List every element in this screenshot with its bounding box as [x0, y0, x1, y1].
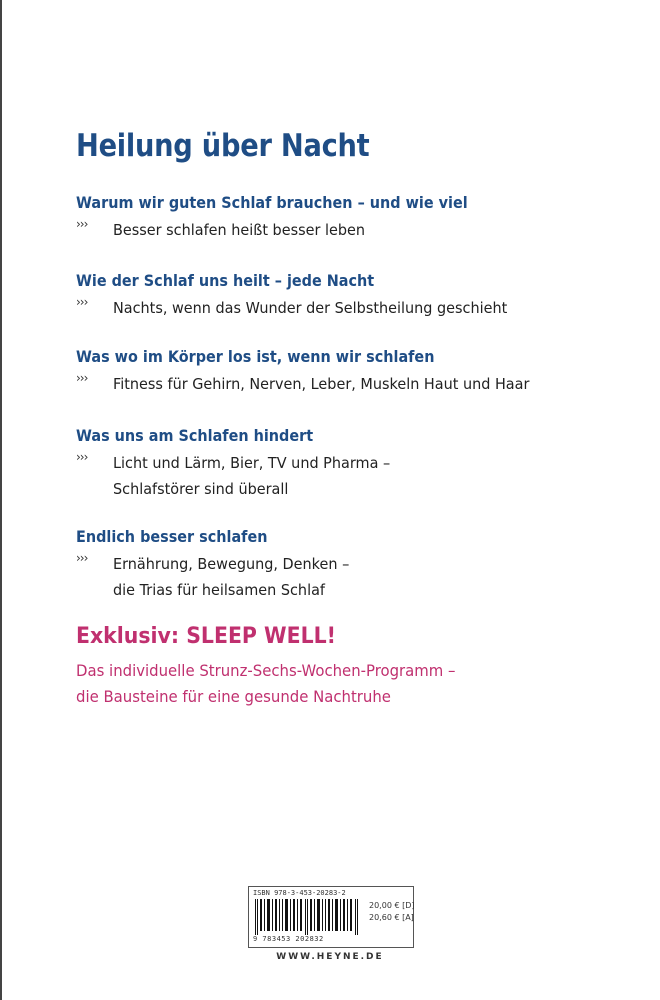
- bullet-icon: ›››: [76, 217, 88, 231]
- promo-text-line: Das individuelle Strunz-Sechs-Wochen-Programm –: [76, 661, 456, 680]
- bullet-icon: ›››: [76, 371, 88, 385]
- chapter-section-1: [76, 193, 636, 243]
- chapter-item: [76, 450, 636, 502]
- chapter-section-2: [76, 271, 636, 321]
- page-edge: [0, 0, 2, 1000]
- promo-title: Exklusiv: SLEEP WELL!: [76, 624, 336, 649]
- chapter-text-line: Nachts, wenn das Wunder der Selbstheilung geschieht: [113, 299, 508, 317]
- isbn-number: ISBN 978-3-453-20283-2: [253, 889, 346, 897]
- chapter-section-5: [76, 527, 636, 603]
- chapter-heading: Was uns am Schlafen hindert: [76, 426, 314, 445]
- barcode-icon: [255, 899, 363, 935]
- chapter-text-line: die Trias für heilsamen Schlaf: [113, 581, 325, 599]
- chapter-text-line: Licht und Lärm, Bier, TV und Pharma –: [113, 454, 391, 472]
- promo-block: [76, 624, 484, 710]
- publisher-website: WWW.HEYNE.DE: [276, 952, 384, 962]
- price-germany: 20,00 € [D]: [369, 901, 415, 910]
- barcode-label: [248, 886, 414, 948]
- chapter-item: [76, 217, 636, 243]
- chapter-heading: Wie der Schlaf uns heilt – jede Nacht: [76, 271, 375, 290]
- chapter-item: [76, 371, 636, 397]
- chapter-item: [76, 295, 636, 321]
- chapter-text-line: Besser schlafen heißt besser leben: [113, 221, 366, 239]
- bullet-icon: ›››: [76, 295, 88, 309]
- book-title: Heilung über Nacht: [76, 128, 370, 164]
- chapter-section-3: [76, 347, 636, 397]
- bullet-icon: ›››: [76, 551, 88, 565]
- chapter-heading: Warum wir guten Schlaf brauchen – und wie viel: [76, 193, 468, 212]
- chapter-heading: Was wo im Körper los ist, wenn wir schlafen: [76, 347, 435, 366]
- chapter-heading: Endlich besser schlafen: [76, 527, 268, 546]
- chapter-text-line: Fitness für Gehirn, Nerven, Leber, Muskeln Haut und Haar: [113, 375, 530, 393]
- chapter-item: [76, 551, 636, 603]
- chapter-text-line: Schlafstörer sind überall: [113, 480, 289, 498]
- promo-text-line: die Bausteine für eine gesunde Nachtruhe: [76, 687, 391, 706]
- chapter-section-4: [76, 426, 636, 502]
- price-austria: 20,60 € [A]: [369, 913, 414, 922]
- chapter-text-line: Ernährung, Bewegung, Denken –: [113, 555, 350, 573]
- bullet-icon: ›››: [76, 450, 88, 464]
- barcode-digits: 9 783453 202832: [253, 935, 324, 943]
